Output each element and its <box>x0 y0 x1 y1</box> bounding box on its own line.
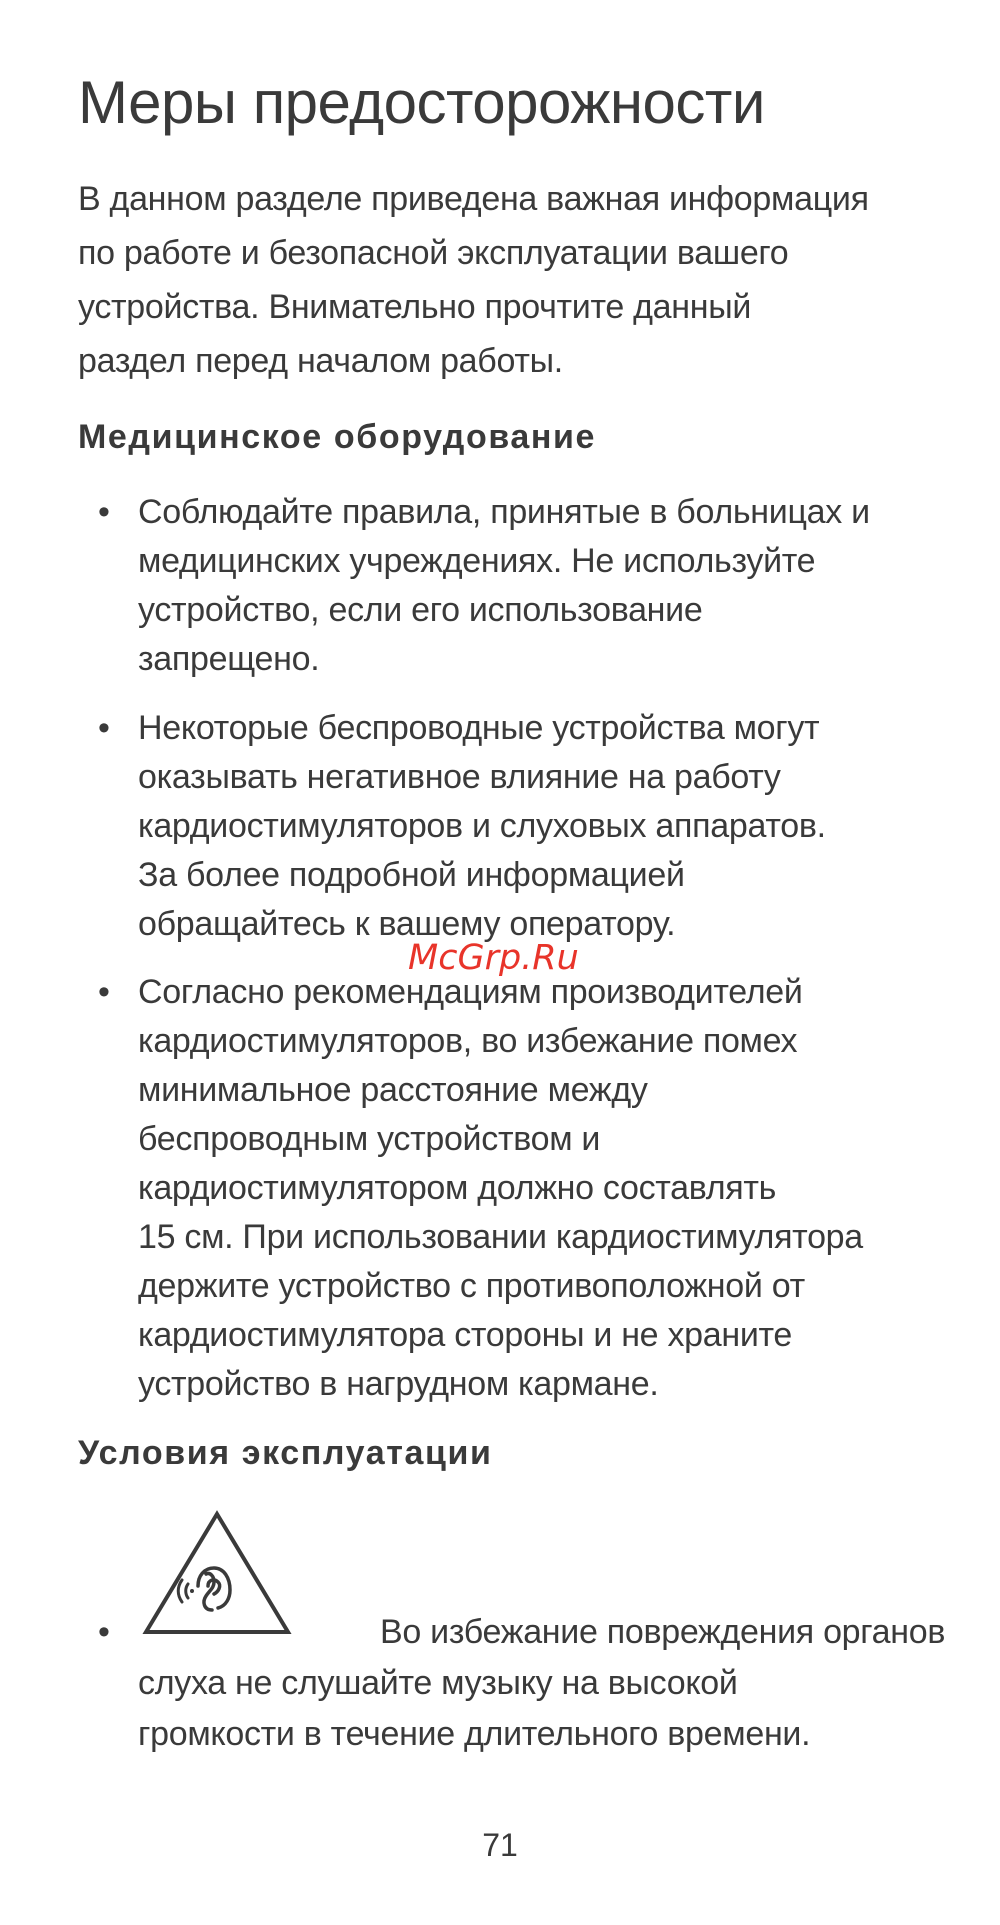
list-item-line: Соблюдайте правила, принятые в больницах и <box>138 493 870 531</box>
list-item-line: устройство в нагрудном кармане. <box>138 1365 659 1403</box>
list-item-line: Во избежание повреждения органов <box>380 1613 946 1651</box>
bullet-marker: • <box>98 709 110 747</box>
section-heading-medical: Медицинское оборудование <box>78 418 597 456</box>
list-item-line: запрещено. <box>138 640 320 678</box>
hearing-warning-item <box>78 1510 978 1760</box>
list-item-line: устройство, если его использование <box>138 591 703 629</box>
list-item-line: Согласно рекомендациям производителей <box>138 973 803 1011</box>
list-item-line: оказывать негативное влияние на работу <box>138 758 781 796</box>
list-item-line: кардиостимулятором должно составлять <box>138 1169 777 1207</box>
intro-line: В данном разделе приведена важная информация <box>78 180 869 218</box>
page-number: 71 <box>482 1827 518 1863</box>
list-item-line: держите устройство с противоположной от <box>138 1267 805 1305</box>
list-item-line: минимальное расстояние между <box>138 1071 648 1109</box>
list-item-line: беспроводным устройством и <box>138 1120 601 1158</box>
bullet-marker: • <box>98 973 110 1011</box>
list-item-line: 15 см. При использовании кардиостимулятора <box>138 1218 863 1256</box>
intro-line: по работе и безопасной эксплуатации вашего <box>78 234 789 272</box>
list-item-line: обращайтесь к вашему оператору. <box>138 905 676 943</box>
page-title: Меры предосторожности <box>78 69 765 136</box>
list-item-line: За более подробной информацией <box>138 856 685 894</box>
list-item-line: громкости в течение длительного времени. <box>138 1715 811 1753</box>
bullet-marker: • <box>98 493 110 531</box>
watermark: McGrp.Ru <box>408 938 579 978</box>
list-item-line: медицинских учреждениях. Не используйте <box>138 542 816 580</box>
list-item-line: кардиостимуляторов, во избежание помех <box>138 1022 798 1060</box>
bullet-marker: • <box>98 1613 110 1651</box>
intro-line: раздел перед началом работы. <box>78 342 563 380</box>
list-item-hospital-rules <box>138 488 998 684</box>
intro-paragraph <box>78 172 938 388</box>
intro-line: устройства. Внимательно прочтите данный <box>78 288 752 326</box>
list-item-line: кардиостимулятора стороны и не храните <box>138 1316 793 1354</box>
list-item-pacemaker-distance <box>138 968 998 1409</box>
list-item-hearing-protection <box>138 1608 998 1759</box>
list-item-wireless-interference <box>138 704 998 949</box>
list-item-line: слуха не слушайте музыку на высокой <box>138 1664 738 1702</box>
list-item-line: кардиостимуляторов и слуховых аппаратов. <box>138 807 826 845</box>
section-heading-operating-conditions: Условия эксплуатации <box>78 1434 493 1472</box>
list-item-line: Некоторые беспроводные устройства могут <box>138 709 820 747</box>
